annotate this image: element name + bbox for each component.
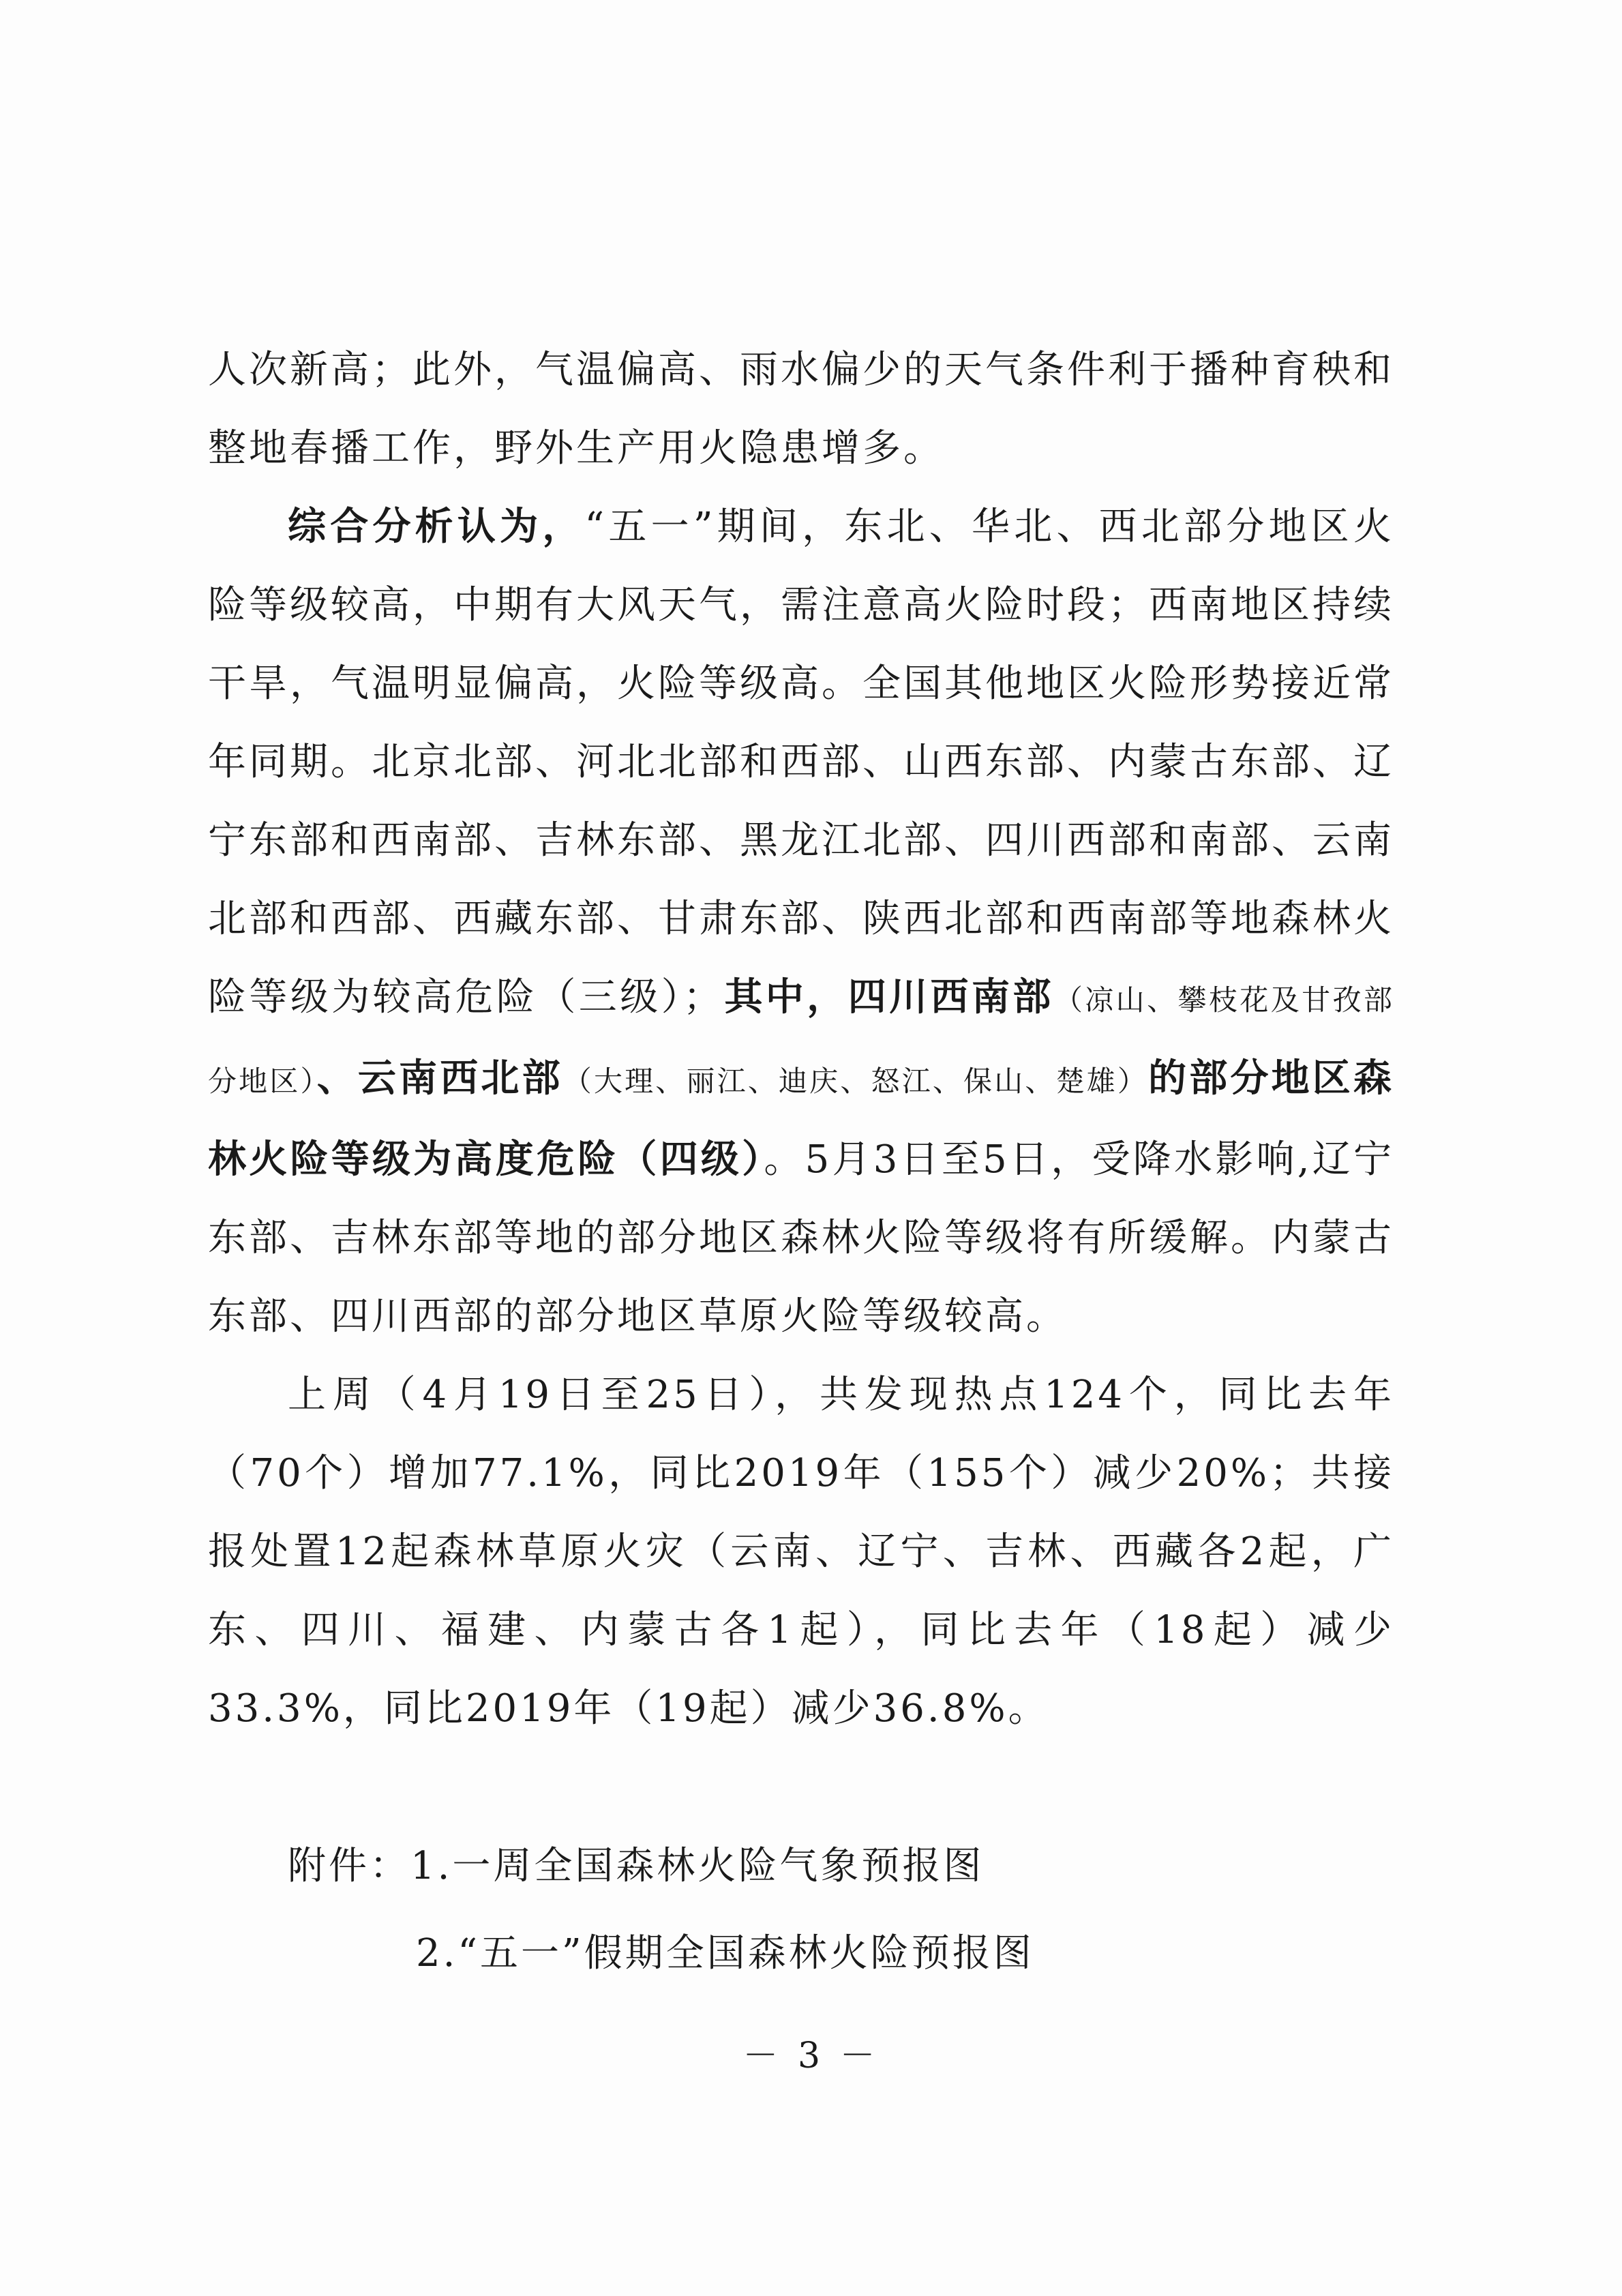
analysis-lead: 综合分析认为，	[288, 504, 585, 549]
paragraph-analysis	[208, 488, 1394, 1356]
paragraph-text: 人次新高；此外，气温偏高、雨水偏少的天气条件利于播种育秧和整地春播工作，野外生产用火隐患增多。	[208, 348, 1394, 471]
analysis-text: “五一”期间，东北、华北、西北部分地区火险等级较高，中期有大风天气，需注意高火险时段；西南地区持续干旱，气温明显偏高，火险等级高。全国其他地区火险形势接近常年同期。北京北部、河北北部和西部、山西东部、内蒙古东部、辽宁东部和西南部、吉林东部、黑龙江北部、四川西部和南部、云南北部和西部、西藏东部、甘肃东部、陕西北部和西南部等地森林火险等级为较高危险（三级）；	[208, 505, 1394, 1019]
attachment-label: 附件：	[288, 1844, 410, 1888]
analysis-note-sichuan: （凉山、攀枝花及甘孜部分地区）	[208, 983, 1395, 1098]
paragraph-continuation	[208, 331, 1394, 488]
attachment-item-2: 2.“五一”假期全国森林火险预报图	[416, 1931, 1034, 1976]
analysis-highlight-sichuan: 其中，四川西南部	[724, 974, 1054, 1019]
last-week-text: 上周（4月19日至25日），共发现热点124个，同比去年（70个）增加77.1%，同比2019年（155个）减少20%；共接报处置12起森林草原火灾（云南、辽宁、吉林、西藏各2起，广东、四川、福建、内蒙古各1起），同比去年（18起）减少33.3%，同比2019年（19起）减少36.8%。	[208, 1373, 1394, 1731]
analysis-text-continued: 。5月3日至5日，受降水影响,辽宁东部、吉林东部等地的部分地区森林火险等级将有所缓解。内蒙古东部、四川西部的部分地区草原火险等级较高。	[208, 1137, 1395, 1339]
analysis-highlight-yunnan: 、云南西北部	[316, 1056, 563, 1101]
page-number: － 3 －	[742, 2036, 880, 2076]
document-body	[208, 331, 1394, 1997]
analysis-highlight-level: 的部分地区森林火险等级为高度危险（四级）	[208, 1056, 1394, 1182]
attachment-item-1: 1.一周全国森林火险气象预报图	[410, 1844, 985, 1888]
paragraph-last-week	[208, 1356, 1394, 1748]
attachment-line-1	[208, 1823, 1394, 1910]
analysis-note-yunnan: （大理、丽江、迪庆、怒江、保山、楚雄）	[562, 1064, 1149, 1098]
attachment-line-2	[208, 1910, 1394, 1997]
spacer	[208, 1748, 1394, 1823]
